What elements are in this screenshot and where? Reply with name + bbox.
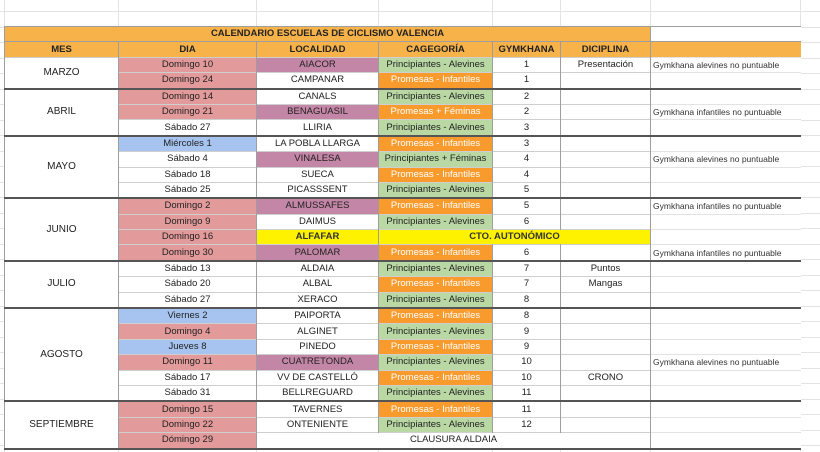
- discipline-cell[interactable]: [561, 385, 651, 401]
- note-cell[interactable]: [651, 261, 801, 277]
- location-cell[interactable]: VINALESA: [257, 152, 379, 167]
- day-cell[interactable]: Sábado 25: [119, 182, 257, 198]
- gymkhana-cell[interactable]: 12: [493, 417, 561, 432]
- category-cell[interactable]: Promesas + Féminas: [379, 104, 493, 119]
- table-row: [5, 339, 801, 354]
- gymkhana-cell[interactable]: 8: [493, 308, 561, 324]
- day-cell[interactable]: Viernes 2: [119, 308, 257, 324]
- location-cell[interactable]: PALOMAR: [257, 245, 379, 261]
- category-cell[interactable]: Principiantes - Alevines: [379, 355, 493, 370]
- month-cell[interactable]: SEPTIEMBRE: [5, 401, 119, 448]
- note-cell[interactable]: [651, 89, 801, 105]
- discipline-cell[interactable]: [561, 417, 651, 432]
- note-cell[interactable]: Gymkhana alevines no puntuable: [651, 355, 801, 370]
- category-cell[interactable]: Principiantes - Alevines: [379, 385, 493, 401]
- location-cell[interactable]: DAIMUS: [257, 214, 379, 229]
- title-row: [5, 27, 801, 42]
- note-cell[interactable]: [651, 324, 801, 339]
- note-cell[interactable]: [651, 277, 801, 292]
- note-cell[interactable]: Gymkhana infantiles no puntuable: [651, 198, 801, 214]
- gymkhana-cell[interactable]: 1: [493, 57, 561, 72]
- day-cell[interactable]: Sábado 27: [119, 292, 257, 308]
- note-cell[interactable]: [651, 73, 801, 89]
- gymkhana-cell[interactable]: 9: [493, 339, 561, 354]
- discipline-cell[interactable]: [561, 167, 651, 182]
- category-cell[interactable]: Principiantes + Féminas: [379, 152, 493, 167]
- gymkhana-cell[interactable]: 3: [493, 136, 561, 152]
- note-cell[interactable]: Gymkhana infantiles no puntuable: [651, 245, 801, 261]
- day-cell[interactable]: Sábado 13: [119, 261, 257, 277]
- table-row: [5, 401, 801, 417]
- gymkhana-cell[interactable]: 10: [493, 370, 561, 385]
- closing-cell[interactable]: CLAUSURA ALDAIA: [257, 433, 651, 449]
- note-cell[interactable]: [651, 417, 801, 432]
- category-cell[interactable]: Principiantes - Alevines: [379, 57, 493, 72]
- discipline-cell[interactable]: [561, 245, 651, 261]
- gymkhana-cell[interactable]: 7: [493, 261, 561, 277]
- note-cell[interactable]: [651, 370, 801, 385]
- location-cell[interactable]: CANALS: [257, 89, 379, 105]
- location-cell[interactable]: ALDAIA: [257, 261, 379, 277]
- gymkhana-cell[interactable]: 4: [493, 152, 561, 167]
- category-cell[interactable]: Principiantes - Alevines: [379, 324, 493, 339]
- category-cell[interactable]: Promesas - Infantiles: [379, 167, 493, 182]
- location-cell[interactable]: SUECA: [257, 167, 379, 182]
- day-cell[interactable]: Domingo 11: [119, 355, 257, 370]
- table-row: [5, 433, 801, 449]
- month-cell[interactable]: AGOSTO: [5, 308, 119, 401]
- table-row: [5, 292, 801, 308]
- gymkhana-cell[interactable]: 9: [493, 324, 561, 339]
- header-localidad[interactable]: LOCALIDAD: [257, 42, 379, 57]
- category-cell[interactable]: Principiantes - Alevines: [379, 214, 493, 229]
- day-cell[interactable]: Sábado 31: [119, 385, 257, 401]
- note-cell[interactable]: [651, 136, 801, 152]
- category-cell[interactable]: Promesas - Infantiles: [379, 73, 493, 89]
- month-cell[interactable]: MAYO: [5, 136, 119, 199]
- day-cell[interactable]: Domingo 15: [119, 401, 257, 417]
- gymkhana-cell[interactable]: 11: [493, 385, 561, 401]
- day-cell[interactable]: Sábado 4: [119, 152, 257, 167]
- month-cell[interactable]: MARZO: [5, 57, 119, 88]
- championship-cell[interactable]: CTO. AUTONÓMICO: [379, 230, 651, 245]
- discipline-cell[interactable]: [561, 120, 651, 136]
- table-row: [5, 57, 801, 72]
- discipline-cell[interactable]: [561, 308, 651, 324]
- discipline-cell[interactable]: [561, 355, 651, 370]
- header-row: [5, 42, 801, 57]
- day-cell[interactable]: Domingo 4: [119, 324, 257, 339]
- gymkhana-cell[interactable]: 6: [493, 214, 561, 229]
- gymkhana-cell[interactable]: 7: [493, 277, 561, 292]
- location-cell[interactable]: AIACOR: [257, 57, 379, 72]
- table-row: [5, 245, 801, 261]
- header-gymkhana[interactable]: GYMKHANA: [493, 42, 561, 57]
- location-cell[interactable]: PAIPORTA: [257, 308, 379, 324]
- gymkhana-cell[interactable]: 4: [493, 167, 561, 182]
- discipline-cell[interactable]: Mangas: [561, 277, 651, 292]
- day-cell[interactable]: Sábado 27: [119, 120, 257, 136]
- day-cell[interactable]: Miércoles 1: [119, 136, 257, 152]
- header-mes[interactable]: MES: [5, 42, 119, 57]
- category-cell[interactable]: Principiantes - Alevines: [379, 292, 493, 308]
- location-cell[interactable]: LA POBLA LLARGA: [257, 136, 379, 152]
- note-cell[interactable]: Gymkhana alevines no puntuable: [651, 57, 801, 72]
- location-cell[interactable]: BELLREGUARD: [257, 385, 379, 401]
- table-row: [5, 167, 801, 182]
- note-cell[interactable]: Gymkhana alevines no puntuable: [651, 152, 801, 167]
- table-row: [5, 261, 801, 277]
- day-cell[interactable]: Domingo 10: [119, 57, 257, 72]
- discipline-cell[interactable]: [561, 152, 651, 167]
- note-cell[interactable]: [651, 167, 801, 182]
- month-cell[interactable]: JUNIO: [5, 198, 119, 261]
- day-cell[interactable]: Dómingo 29: [119, 433, 257, 449]
- location-cell[interactable]: BENAGUASIL: [257, 104, 379, 119]
- category-cell[interactable]: Promesas - Infantiles: [379, 277, 493, 292]
- table-row: [5, 385, 801, 401]
- gymkhana-cell[interactable]: 10: [493, 355, 561, 370]
- category-cell[interactable]: Promesas - Infantiles: [379, 198, 493, 214]
- table-row: [5, 104, 801, 119]
- calendar-title[interactable]: CALENDARIO ESCUELAS DE CICLISMO VALENCIA: [5, 27, 651, 42]
- location-cell[interactable]: TAVERNES: [257, 401, 379, 417]
- discipline-cell[interactable]: [561, 324, 651, 339]
- location-cell[interactable]: PINEDO: [257, 339, 379, 354]
- month-cell[interactable]: ABRIL: [5, 89, 119, 136]
- day-cell[interactable]: Domingo 2: [119, 198, 257, 214]
- discipline-cell[interactable]: Puntos: [561, 261, 651, 277]
- category-cell[interactable]: Principiantes - Alevines: [379, 261, 493, 277]
- discipline-cell[interactable]: Presentación: [561, 57, 651, 72]
- day-cell[interactable]: Sábado 17: [119, 370, 257, 385]
- location-cell[interactable]: VV DE CASTELLÓ: [257, 370, 379, 385]
- location-cell[interactable]: PICASSSENT: [257, 182, 379, 198]
- location-cell[interactable]: CAMPANAR: [257, 73, 379, 89]
- table-row: [5, 198, 801, 214]
- table-row: [5, 152, 801, 167]
- location-cell[interactable]: LLIRIA: [257, 120, 379, 136]
- day-cell[interactable]: Domingo 21: [119, 104, 257, 119]
- location-cell[interactable]: ALFAFAR: [257, 230, 379, 245]
- discipline-cell[interactable]: [561, 198, 651, 214]
- gymkhana-cell[interactable]: 5: [493, 198, 561, 214]
- header-diciplina[interactable]: DICIPLINA: [561, 42, 651, 57]
- category-cell[interactable]: Promesas - Infantiles: [379, 339, 493, 354]
- note-cell[interactable]: [651, 401, 801, 417]
- category-cell[interactable]: Principiantes - Alevines: [379, 120, 493, 136]
- table-row: [5, 89, 801, 105]
- note-cell[interactable]: [651, 214, 801, 229]
- note-cell[interactable]: [651, 308, 801, 324]
- table-row: [5, 417, 801, 432]
- discipline-cell[interactable]: [561, 401, 651, 417]
- gridline: [0, 11, 820, 12]
- gymkhana-cell[interactable]: 2: [493, 104, 561, 119]
- month-cell[interactable]: JULIO: [5, 261, 119, 308]
- day-cell[interactable]: Domingo 24: [119, 73, 257, 89]
- day-cell[interactable]: Domingo 30: [119, 245, 257, 261]
- note-cell[interactable]: [651, 120, 801, 136]
- header-categoria[interactable]: CAGEGORÍA: [379, 42, 493, 57]
- note-cell[interactable]: [651, 433, 801, 449]
- note-cell[interactable]: [651, 182, 801, 198]
- category-cell[interactable]: Promesas - Infantiles: [379, 245, 493, 261]
- location-cell[interactable]: ALMUSSAFES: [257, 198, 379, 214]
- discipline-cell[interactable]: [561, 136, 651, 152]
- day-cell[interactable]: Domingo 16: [119, 230, 257, 245]
- note-cell[interactable]: Gymkhana infantiles no puntuable: [651, 104, 801, 119]
- category-cell[interactable]: Promesas - Infantiles: [379, 136, 493, 152]
- day-cell[interactable]: Sábado 20: [119, 277, 257, 292]
- table-row: [5, 308, 801, 324]
- day-cell[interactable]: Jueves 8: [119, 339, 257, 354]
- table-row: [5, 324, 801, 339]
- category-cell[interactable]: Principiantes - Alevines: [379, 89, 493, 105]
- header-dia[interactable]: DIA: [119, 42, 257, 57]
- table-row: [5, 277, 801, 292]
- gymkhana-cell[interactable]: 5: [493, 182, 561, 198]
- note-cell[interactable]: [651, 292, 801, 308]
- category-cell[interactable]: Promesas - Infantiles: [379, 401, 493, 417]
- discipline-cell[interactable]: [561, 339, 651, 354]
- location-cell[interactable]: ALBAL: [257, 277, 379, 292]
- day-cell[interactable]: Domingo 9: [119, 214, 257, 229]
- gymkhana-cell[interactable]: 6: [493, 245, 561, 261]
- category-cell[interactable]: Promesas - Infantiles: [379, 308, 493, 324]
- table-row: [5, 73, 801, 89]
- discipline-cell[interactable]: CRONO: [561, 370, 651, 385]
- note-cell[interactable]: [651, 339, 801, 354]
- calendar-table: [4, 26, 801, 450]
- table-row: [5, 136, 801, 152]
- note-cell[interactable]: [651, 42, 801, 57]
- location-cell[interactable]: XERACO: [257, 292, 379, 308]
- category-cell[interactable]: Principiantes - Alevines: [379, 417, 493, 432]
- table-row: [5, 120, 801, 136]
- day-cell[interactable]: Sábado 18: [119, 167, 257, 182]
- category-cell[interactable]: Promesas - Infantiles: [379, 370, 493, 385]
- table-row: [5, 355, 801, 370]
- table-row: [5, 214, 801, 229]
- table-row: [5, 230, 801, 245]
- note-cell[interactable]: [651, 27, 801, 42]
- discipline-cell[interactable]: [561, 89, 651, 105]
- gymkhana-cell[interactable]: 1: [493, 73, 561, 89]
- category-cell[interactable]: Principiantes - Alevines: [379, 182, 493, 198]
- day-cell[interactable]: Domingo 22: [119, 417, 257, 432]
- discipline-cell[interactable]: [561, 73, 651, 89]
- gymkhana-cell[interactable]: 2: [493, 89, 561, 105]
- gymkhana-cell[interactable]: 11: [493, 401, 561, 417]
- discipline-cell[interactable]: [561, 104, 651, 119]
- discipline-cell[interactable]: [561, 214, 651, 229]
- note-cell[interactable]: [651, 230, 801, 245]
- day-cell[interactable]: Domingo 14: [119, 89, 257, 105]
- location-cell[interactable]: ONTENIENTE: [257, 417, 379, 432]
- table-row: [5, 182, 801, 198]
- table-row: [5, 370, 801, 385]
- gymkhana-cell[interactable]: 8: [493, 292, 561, 308]
- note-cell[interactable]: [651, 385, 801, 401]
- discipline-cell[interactable]: [561, 182, 651, 198]
- gymkhana-cell[interactable]: 3: [493, 120, 561, 136]
- location-cell[interactable]: ALGINET: [257, 324, 379, 339]
- location-cell[interactable]: CUATRETONDA: [257, 355, 379, 370]
- discipline-cell[interactable]: [561, 292, 651, 308]
